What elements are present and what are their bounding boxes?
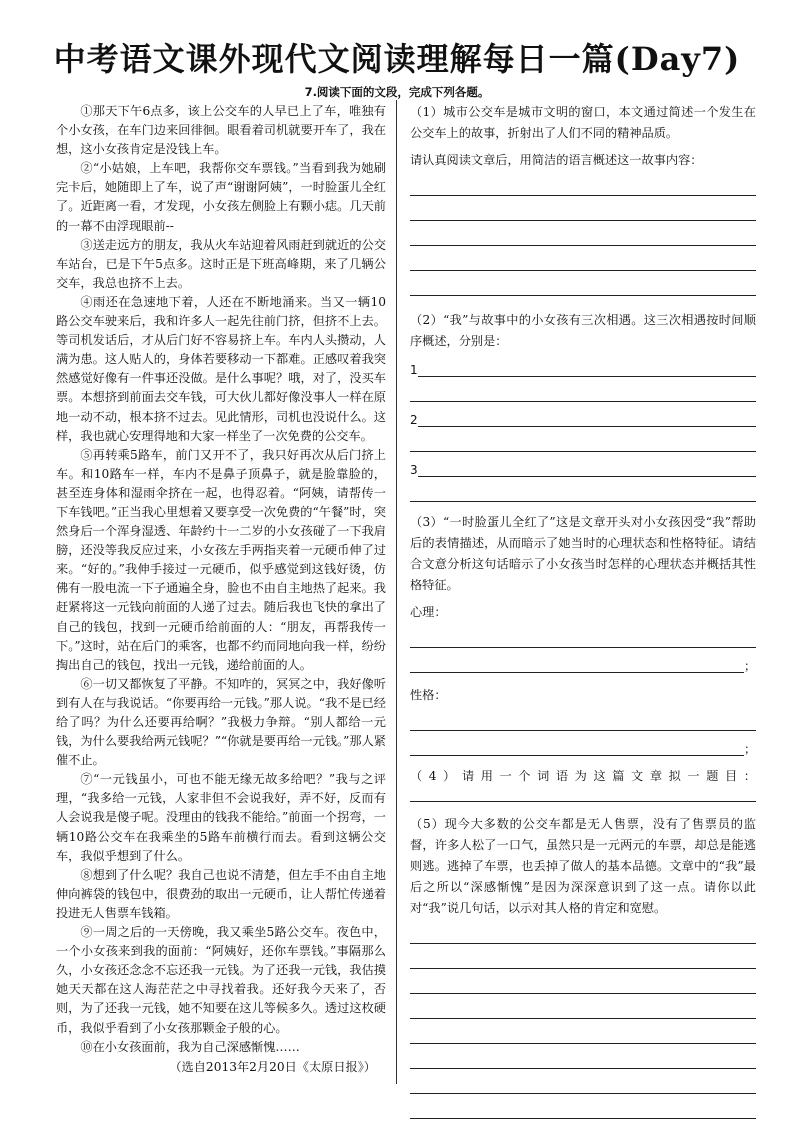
question-5-text: （5）现今大多数的公交车都是无人售票，没有了售票员的监督，许多人松了一口气，虽然只是一元两元的车票，却总是能逃则逃。逃掉了车票，也丢掉了做人的基本品德。文章中的“我”最后之所以“深感惭愧”是因为深深意识到了这一点。请你以此对“我”说几句话，以示对其人格的肯定和宽慰。: [410, 817, 756, 915]
column-divider: [396, 100, 397, 1084]
answer-line[interactable]: [410, 731, 756, 756]
paragraph-3: ③送走远方的朋友，我从火车站迎着风雨赶到就近的公交车站台，已是下午5点多。这时正是下班高峰期，来了几辆公交车，我总也挤不上去。: [56, 237, 386, 290]
answer-line[interactable]: [410, 1069, 756, 1094]
answer-line[interactable]: [410, 1019, 756, 1044]
paragraph-7: ⑦“一元钱虽小，可也不能无缘无故多给吧？”我与之评理，“我多给一元钱，人家非但不会说我好，弄不好，反而有人会说我是傻子呢。没理由的钱我不能给。”前面一个拐弯，一辆10路公交车在我乘坐的5路车前横行而去。看到这辆公交车，我似乎想到了什么。: [56, 772, 386, 863]
paragraph-9: ⑨一周之后的一天傍晚，我又乘坐5路公交车。夜色中，一个小女孩来到我的面前：“阿姨好，还你车票钱。”事隔那么久，小女孩还念念不忘还我一元钱。为了还我一元钱，我估摸她天天都在这人海茫茫之中寻找着我。还好我今天来了，否则，为了还我一元钱，她不知要在这儿等候多久。透过这枚硬币，我似乎看到了小女孩那颗金子般的心。: [56, 925, 386, 1035]
paragraph-6: ⑥一切又都恢复了平静。不知咋的，冥冥之中，我好像听到有人在与我说话。“你要再给一元钱。”那人说。“我不是已经给了吗？为什么还要再给啊？”我极力争辩。“别人都给一元钱，为什么要我给两元钱呢？”“你就是要再给一元钱。”那人紧催不止。: [56, 676, 386, 768]
answer-line[interactable]: [410, 944, 756, 969]
label-mind: 心理：: [410, 605, 447, 619]
answer-line[interactable]: [410, 246, 756, 271]
question-1-prompt: 请认真阅读文章后，用简洁的语言概述这一故事内容：: [410, 153, 703, 167]
paragraph-10: ⑩在小女孩面前，我为自己深感惭愧……: [80, 1039, 300, 1054]
label-character: 性格：: [410, 688, 447, 702]
semicolon: ；: [743, 659, 756, 673]
answer-line[interactable]: [410, 919, 756, 944]
paragraph-1: ①那天下午6点多，该上公交车的人早已上了车，唯独有个小女孩，在车门边来回徘徊。眼看着司机就要开车了，我在想，这小女孩肯定是没钱上车。: [56, 104, 386, 157]
answer-line[interactable]: [410, 377, 756, 402]
question-4-text: （4）请用一个词语为这篇文章拟一题目：: [410, 769, 756, 783]
page-title: 中考语文课外现代文阅读理解每日一篇(Day7): [53, 40, 741, 78]
passage-column: [56, 102, 386, 1077]
answer-line[interactable]: [410, 427, 756, 452]
passage-source: （选自2013年2月20日《太原日报》）: [169, 1059, 376, 1074]
answer-line[interactable]: [410, 787, 756, 802]
answer-line[interactable]: [410, 477, 756, 502]
answer-line-3[interactable]: [410, 452, 756, 477]
paragraph-2: ②“小姑娘，上车吧，我帮你交车票钱。”当看到我为她刷完卡后，她随即上了车，说了声“谢谢阿姨”，一时脸蛋儿全红了。近距离一看，才发现，小女孩左侧脸上有颗小痣。几天前的一幕不由浮现眼前--: [56, 161, 386, 233]
item-number: 3: [410, 463, 418, 477]
questions-column: [410, 102, 756, 1119]
answer-line[interactable]: [410, 1044, 756, 1069]
answer-line[interactable]: [410, 994, 756, 1019]
paragraph-8: ⑧想到了什么呢？我自己也说不清楚，但左手不由自主地伸向裤袋的钱包中，很费劲的取出一元硬币，让人帮忙传递着投进无人售票车钱箱。: [56, 867, 386, 920]
answer-line-1[interactable]: [410, 352, 756, 377]
question-2-text: （2）“我”与故事中的小女孩有三次相遇。这三次相遇按时间顺序概述，分别是：: [410, 313, 756, 348]
answer-line-2[interactable]: [410, 402, 756, 427]
answer-line[interactable]: [410, 221, 756, 246]
answer-line[interactable]: [410, 196, 756, 221]
item-number: 2: [410, 413, 418, 427]
question-1-text: （1）城市公交车是城市文明的窗口，本文通过简述一个发生在公交车上的故事，折射出了人们不同的精神品质。: [410, 105, 756, 140]
answer-line[interactable]: [410, 171, 756, 196]
question-3-text: （3）“一时脸蛋儿全红了”这是文章开头对小女孩因受“我”帮助后的表情描述，从而暗示了她当时的心理状态和性格特征。请结合文意分析这句话暗示了小女孩当时怎样的心理状态并概括其性格特征。: [410, 515, 756, 592]
answer-line[interactable]: [410, 969, 756, 994]
answer-line[interactable]: [410, 648, 756, 673]
paragraph-5: ⑤再转乘5路车，前门又开不了，我只好再次从后门挤上车。和10路车一样，车内不是鼻子顶鼻子，就是脸靠脸的，甚至连身体和湿雨伞挤在一起，也得忍着。“阿姨，请帮传一下车钱吧。”正当我心里想着又要享受一次免费的“午餐”时，突然身后一个浑身湿透、年龄约十一二岁的小女孩碰了一下我肩膀，还没等我反应过来，小女孩左手两指夹着一元硬币伸了过来。“好的。”我伸手接过一元硬币，似乎感觉到这钱好烫，仿佛有一股电流一下子通遍全身，脸也不由自主地热了起来。我赶紧将这一元钱向前面的人递了过去。随后我也飞快的拿出了自己的钱包，找到一元硬币给前面的人：“朋友，再帮我传一下。”这时，站在后门的乘客，也都不约而同地向我一样，纷纷掏出自己的钱包，找出一元钱，递给前面的人。: [56, 447, 386, 672]
instruction: 7.阅读下面的文段，完成下列各题。: [304, 85, 490, 99]
answer-line[interactable]: [410, 623, 756, 648]
answer-line[interactable]: [410, 271, 756, 296]
answer-line[interactable]: [410, 706, 756, 731]
item-number: 1: [410, 363, 418, 377]
semicolon: ；: [743, 742, 756, 756]
answer-line[interactable]: [410, 1094, 756, 1119]
paragraph-4: ④雨还在急速地下着，人还在不断地涌来。当又一辆10路公交车驶来后，我和许多人一起先往前门挤，但挤不上去。等司机发话后，才从后门好不容易挤上车。车内人头攒动，人满为患。这人贴人的，身体若要移动一下都难。正感叹着我突然感觉好像有一件事还没做。是什么事呢？哦，对了，没买车票。本想挤到前面去交车钱，可大伙儿都好像没事人一样在原地一动不动，根本挤不过去。见此情形，司机也没说什么。这样，我也就心安理得地和大家一样坐了一次免费的公交车。: [56, 294, 386, 443]
